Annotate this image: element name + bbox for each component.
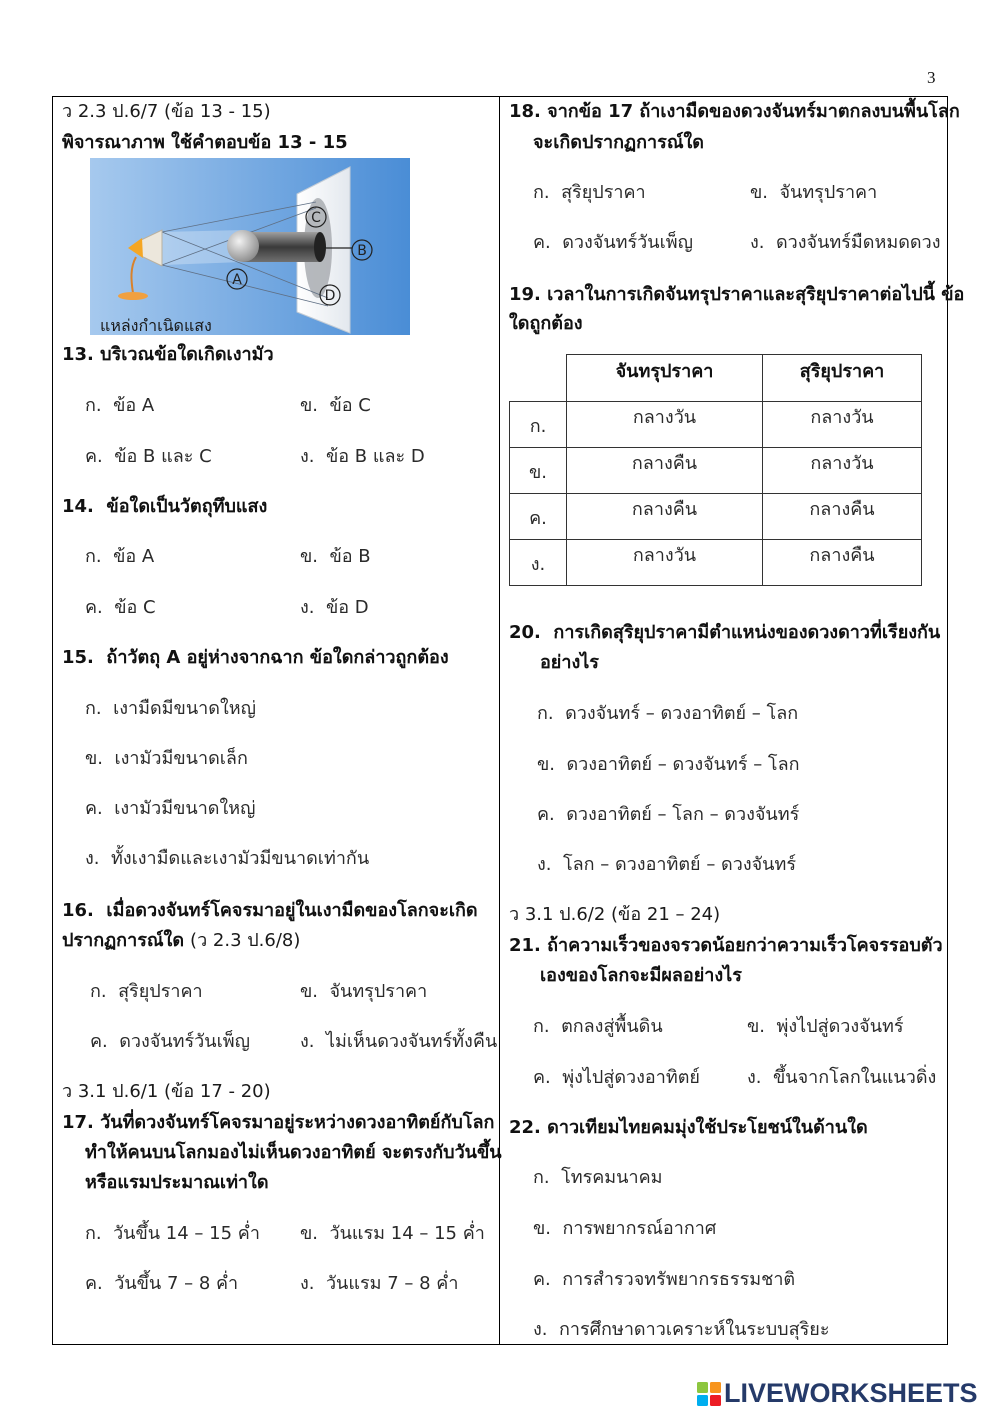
table-row-label: ง. <box>510 540 567 586</box>
table-cell-lunar: กลางวัน <box>567 540 763 586</box>
section-header-13-15: ว 2.3 ป.6/7 (ข้อ 13 - 15) <box>62 101 271 122</box>
q18-option-3: ค. ดวงจันทร์วันเพ็ญ <box>533 232 693 253</box>
q22-option-2: ข. การพยากรณ์อากาศ <box>533 1218 717 1239</box>
q16-option-4: ง. ไม่เห็นดวงจันทร์ทั้งคืน <box>300 1031 498 1052</box>
q19-text-line-2: ใดถูกต้อง <box>509 313 583 334</box>
q16-text-line-1: 16. เมื่อดวงจันทร์โคจรมาอยู่ในเงามืดของโลกจะเกิด <box>62 900 478 921</box>
table-cell-solar: กลางคืน <box>763 494 922 540</box>
q17-option-1: ก. วันขึ้น 14 – 15 ค่ำ <box>85 1223 260 1244</box>
liveworksheets-logo-text[interactable]: LIVEWORKSHEETS <box>724 1378 978 1408</box>
q16-option-1: ก. สุริยุปราคา <box>90 981 203 1002</box>
table-cell-solar: กลางวัน <box>763 448 922 494</box>
q14-option-4: ง. ข้อ D <box>300 597 369 618</box>
table-row-label: ข. <box>510 448 567 494</box>
table-row <box>510 540 922 586</box>
label-c: C <box>311 210 321 226</box>
table-row <box>510 494 922 540</box>
q13-option-4: ง. ข้อ B และ D <box>300 446 425 467</box>
q15-option-4: ง. ทั้งเงามืดและเงามัวมีขนาดเท่ากัน <box>85 848 370 869</box>
section-header-17-20: ว 3.1 ป.6/1 (ข้อ 17 - 20) <box>62 1081 271 1102</box>
q21-option-1: ก. ตกลงสู่พื้นดิน <box>533 1016 663 1037</box>
q19-eclipse-table <box>509 354 922 586</box>
q22-option-3: ค. การสำรวจทรัพยากรธรรมชาติ <box>533 1269 796 1290</box>
q20-option-2: ข. ดวงอาทิตย์ – ดวงจันทร์ – โลก <box>537 754 800 775</box>
q18-text-line-1: 18. จากข้อ 17 ถ้าเงามืดของดวงจันทร์มาตกลงบนพื้นโลก <box>509 101 960 122</box>
table-cell-lunar: กลางวัน <box>567 402 763 448</box>
label-a: A <box>232 272 242 288</box>
q16-text-line-2-main: ปรากฏการณ์ใด <box>62 930 185 951</box>
q18-text-line-2: จะเกิดปรากฏการณ์ใด <box>533 132 704 153</box>
q20-option-3: ค. ดวงอาทิตย์ – โลก – ดวงจันทร์ <box>537 804 800 825</box>
q22-option-1: ก. โทรคมนาคม <box>533 1167 663 1188</box>
q16-indicator: (ว 2.3 ป.6/8) <box>190 930 301 951</box>
q21-text-line-1: 21. ถ้าความเร็วของจรวดน้อยกว่าความเร็วโคจรรอบตัว <box>509 935 943 956</box>
q13-option-2: ข. ข้อ C <box>300 395 371 416</box>
q21-text-line-2: เองของโลกจะมีผลอย่างไร <box>540 965 742 986</box>
umbra-shadow-spot <box>314 232 326 262</box>
table-row <box>510 448 922 494</box>
q13-option-3: ค. ข้อ B และ C <box>85 446 212 467</box>
table-header-solar-eclipse: สุริยุปราคา <box>763 355 922 402</box>
q14-option-2: ข. ข้อ B <box>300 546 371 567</box>
q20-option-4: ง. โลก – ดวงอาทิตย์ – ดวงจันทร์ <box>537 854 797 875</box>
q14-text: 14. ข้อใดเป็นวัตถุทึบแสง <box>62 496 268 517</box>
q17-text-line-3: หรือแรมประมาณเท่าใด <box>85 1172 269 1193</box>
q15-option-1: ก. เงามืดมีขนาดใหญ่ <box>85 698 256 719</box>
table-header-row <box>510 355 922 402</box>
liveworksheets-logo-icon[interactable] <box>697 1382 721 1406</box>
table-cell-lunar: กลางคืน <box>567 494 763 540</box>
q14-option-3: ค. ข้อ C <box>85 597 156 618</box>
table-row <box>510 402 922 448</box>
light-source-caption: แหล่งกำเนิดแสง <box>100 316 212 335</box>
q20-text-line-1: 20. การเกิดสุริยุปราคามีตำแหน่งของดวงดาวที่เรียงกัน <box>509 622 941 643</box>
q16-text-line-2 <box>62 929 300 953</box>
q18-option-4: ง. ดวงจันทร์มืดหมดดวง <box>750 232 941 253</box>
q17-option-3: ค. วันขึ้น 7 – 8 ค่ำ <box>85 1273 239 1294</box>
q15-option-2: ข. เงามัวมีขนาดเล็ก <box>85 748 248 769</box>
q20-text-line-2: อย่างไร <box>540 652 599 673</box>
q16-option-2: ข. จันทรุปราคา <box>300 981 428 1002</box>
opaque-ball <box>227 230 259 262</box>
q15-text: 15. ถ้าวัตถุ A อยู่ห่างจากฉาก ข้อใดกล่าวถูกต้อง <box>62 647 449 668</box>
q17-text-line-1: 17. วันที่ดวงจันทร์โคจรมาอยู่ระหว่างดวงอาทิตย์กับโลก <box>62 1112 495 1133</box>
q20-option-1: ก. ดวงจันทร์ – ดวงอาทิตย์ – โลก <box>537 703 799 724</box>
q21-option-4: ง. ขึ้นจากโลกในแนวดิ่ง <box>747 1067 937 1088</box>
q17-option-2: ข. วันแรม 14 – 15 ค่ำ <box>300 1223 485 1244</box>
table-corner-cell <box>510 355 567 402</box>
q22-option-4: ง. การศึกษาดาวเคราะห์ในระบบสุริยะ <box>533 1319 830 1340</box>
table-row-label: ค. <box>510 494 567 540</box>
q17-option-4: ง. วันแรม 7 – 8 ค่ำ <box>300 1273 459 1294</box>
q16-option-3: ค. ดวงจันทร์วันเพ็ญ <box>90 1031 250 1052</box>
q21-option-3: ค. พุ่งไปสู่ดวงอาทิตย์ <box>533 1067 700 1088</box>
section-header-21-24: ว 3.1 ป.6/2 (ข้อ 21 – 24) <box>509 904 721 925</box>
label-b: B <box>357 243 367 259</box>
label-d: D <box>324 288 336 304</box>
lamp-base <box>118 292 148 300</box>
page-number: 3 <box>927 68 936 87</box>
table-header-lunar-eclipse: จันทรุปราคา <box>567 355 763 402</box>
instruction-text: พิจารณาภาพ ใช้คำตอบข้อ 13 - 15 <box>62 132 348 153</box>
q18-option-1: ก. สุริยุปราคา <box>533 182 646 203</box>
shadow-diagram <box>90 158 410 335</box>
table-cell-lunar: กลางคืน <box>567 448 763 494</box>
q17-text-line-2: ทำให้คนบนโลกมองไม่เห็นดวงอาทิตย์ จะตรงกับวันขึ้น <box>85 1142 502 1163</box>
q19-text-line-1: 19. เวลาในการเกิดจันทรุปราคาและสุริยุปราคาต่อไปนี้ ข้อ <box>509 284 965 305</box>
table-row-label: ก. <box>510 402 567 448</box>
q18-option-2: ข. จันทรุปราคา <box>750 182 878 203</box>
table-cell-solar: กลางคืน <box>763 540 922 586</box>
table-cell-solar: กลางวัน <box>763 402 922 448</box>
q13-option-1: ก. ข้อ A <box>85 395 155 416</box>
q15-option-3: ค. เงามัวมีขนาดใหญ่ <box>85 798 256 819</box>
q13-text: 13. บริเวณข้อใดเกิดเงามัว <box>62 344 274 365</box>
q14-option-1: ก. ข้อ A <box>85 546 155 567</box>
q22-text: 22. ดาวเทียมไทยคมมุ่งใช้ประโยชน์ในด้านใด <box>509 1117 868 1138</box>
q21-option-2: ข. พุ่งไปสู่ดวงจันทร์ <box>747 1016 904 1037</box>
